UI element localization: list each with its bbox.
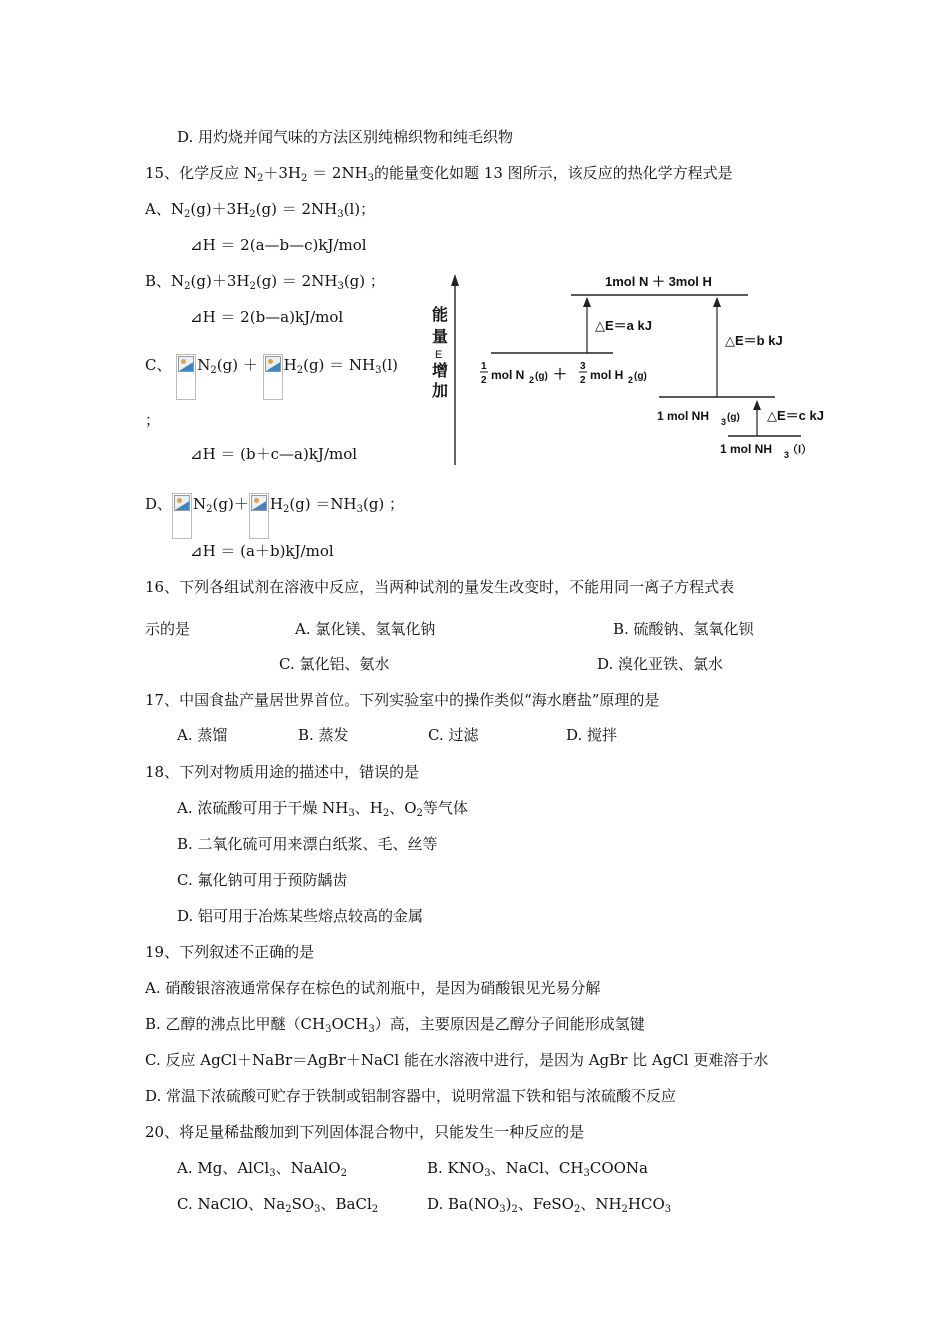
q15-option-a-enthalpy: ⊿H ＝ 2(a—b—c)kJ/mol [190,236,367,254]
broken-image-icon [176,354,196,400]
q17-option-d: D. 搅拌 [566,726,618,744]
q15-option-d: D、 $N_2(g)+$ $H_2(g) =NH_3(g)$ ； [145,493,404,539]
top-level-label: 1mol N ＋ 3mol H [605,274,712,289]
svg-text:1 mol NH: 1 mol NH [720,442,773,456]
q20-option-c: C. NaClO、$Na_2SO_3$、BaCl$_2$ [177,1195,379,1215]
svg-text:1: 1 [481,361,487,372]
q16-stem-cont: 示的是 [145,620,191,638]
q20-option-d: D. $Ba(NO_3)_2$、FeSO$_2$、$NH_2HCO_3$ [427,1195,672,1215]
q16-option-a: A. 氯化镁、氢氧化钠 [295,620,436,638]
q14-option-d: D. 用灼烧并闻气味的方法区别纯棉织物和纯毛织物 [177,128,514,146]
delta-b-label: △E＝b kJ [725,333,783,348]
q18-option-d: D. 铝可用于冶炼某些熔点较高的金属 [177,907,424,925]
svg-text:1 mol NH: 1 mol NH [657,409,710,423]
broken-image-icon [172,493,192,539]
q19-option-b: B. 乙醇的沸点比甲醚$(CH_3OCH_3)$高，主要原因是乙醇分子间能形成氢键 [145,1015,645,1035]
q18-option-a: A. 浓硫酸可用于干燥 $NH_3$、$H_2$、$O_2$等气体 [177,799,468,819]
q15-option-c: C、 $N_2(g)$ ＋ $H_2(g) = NH_3(l)$ [145,354,398,400]
axis-label-char: 增 [432,363,449,380]
energy-diagram [425,270,845,470]
q15-option-b: B、$N_2(g)+3H_2(g) = 2NH_3(g)$ ； [145,272,385,292]
q15-option-c-enthalpy: ⊿H ＝ (b＋c—a)kJ/mol [190,445,358,463]
svg-text:mol H: mol H [590,368,624,382]
broken-image-icon [263,354,283,400]
q19-option-a: A. 硝酸银溶液通常保存在棕色的试剂瓶中，是因为硝酸银见光易分解 [145,979,601,997]
svg-text:2: 2 [529,375,535,385]
mid-level-label [480,361,647,386]
svg-text:2: 2 [481,375,487,386]
q20-option-a: A. Mg、AlCl$_3$、NaAlO$_2$ [177,1159,347,1179]
nh3g-level-label [657,409,740,427]
svg-text:＋: ＋ [553,366,567,382]
q15-stem: 15、化学反应 $N_2+3H_2 = 2NH_3$的能量变化如题 13 图所示，该反应的热化学方程式是 [145,164,733,184]
energy-axis-arrow [451,274,459,286]
q16-stem: 16、下列各组试剂在溶液中反应，当两种试剂的量发生改变时，不能用同一离子方程式表 [145,578,735,596]
svg-text:(g): (g) [634,371,647,382]
svg-text:mol N: mol N [491,368,525,382]
q17-option-b: B. 蒸发 [298,726,349,744]
q15-option-b-enthalpy: ⊿H ＝ 2(b—a)kJ/mol [190,308,344,326]
axis-label-char: 加 [432,383,449,400]
q19-option-d: D. 常温下浓硫酸可贮存于铁制或铝制容器中，说明常温下铁和铝与浓硫酸不反应 [145,1087,677,1105]
q20-option-b: B. $KNO_3$、NaCl、$CH_3COONa$ [427,1159,648,1179]
q20-stem: 20、将足量稀盐酸加到下列固体混合物中，只能发生一种反应的是 [145,1123,585,1141]
broken-image-icon [249,493,269,539]
q16-option-d: D. 溴化亚铁、氯水 [597,655,724,673]
svg-text:(g): (g) [535,371,548,382]
svg-text:3: 3 [721,417,727,427]
q17-stem: 17、中国食盐产量居世界首位。下列实验室中的操作类似“海水磨盐”原理的是 [145,691,660,709]
svg-text:3: 3 [784,450,790,460]
q18-option-b: B. 二氧化硫可用来漂白纸浆、毛、丝等 [177,835,438,853]
q15-option-c-semicolon: ； [145,411,161,429]
q19-option-c: C. 反应 AgCl＋NaBr＝AgBr＋NaCl 能在水溶液中进行，是因为 AgBr 比 AgCl 更难溶于水 [145,1051,769,1069]
q16-option-c: C. 氯化铝、氨水 [279,655,390,673]
q15-option-d-enthalpy: ⊿H ＝ (a＋b)kJ/mol [190,542,334,560]
q18-stem: 18、下列对物质用途的描述中，错误的是 [145,763,420,781]
svg-text:3: 3 [580,361,586,372]
svg-text:2: 2 [628,375,634,385]
svg-text:(g): (g) [727,412,740,423]
svg-text:（l）: （l） [787,444,813,456]
q18-option-c: C. 氟化钠可用于预防龋齿 [177,871,348,889]
nh3l-level-label [720,442,812,460]
delta-c-label: △E＝c kJ [767,408,824,423]
axis-label-char: E [435,349,443,361]
axis-label-char: 能 [432,307,449,324]
axis-label-char: 量 [432,329,449,346]
svg-text:2: 2 [580,375,586,386]
q15-option-a: A、$N_2(g)+3H_2(g) = 2NH_3(l)$； [145,200,376,220]
q16-option-b: B. 硫酸钠、氢氧化钡 [613,620,754,638]
q17-option-a: A. 蒸馏 [177,726,228,744]
q19-stem: 19、下列叙述不正确的是 [145,943,315,961]
delta-a-label: △E＝a kJ [595,318,652,333]
q17-option-c: C. 过滤 [428,726,479,744]
